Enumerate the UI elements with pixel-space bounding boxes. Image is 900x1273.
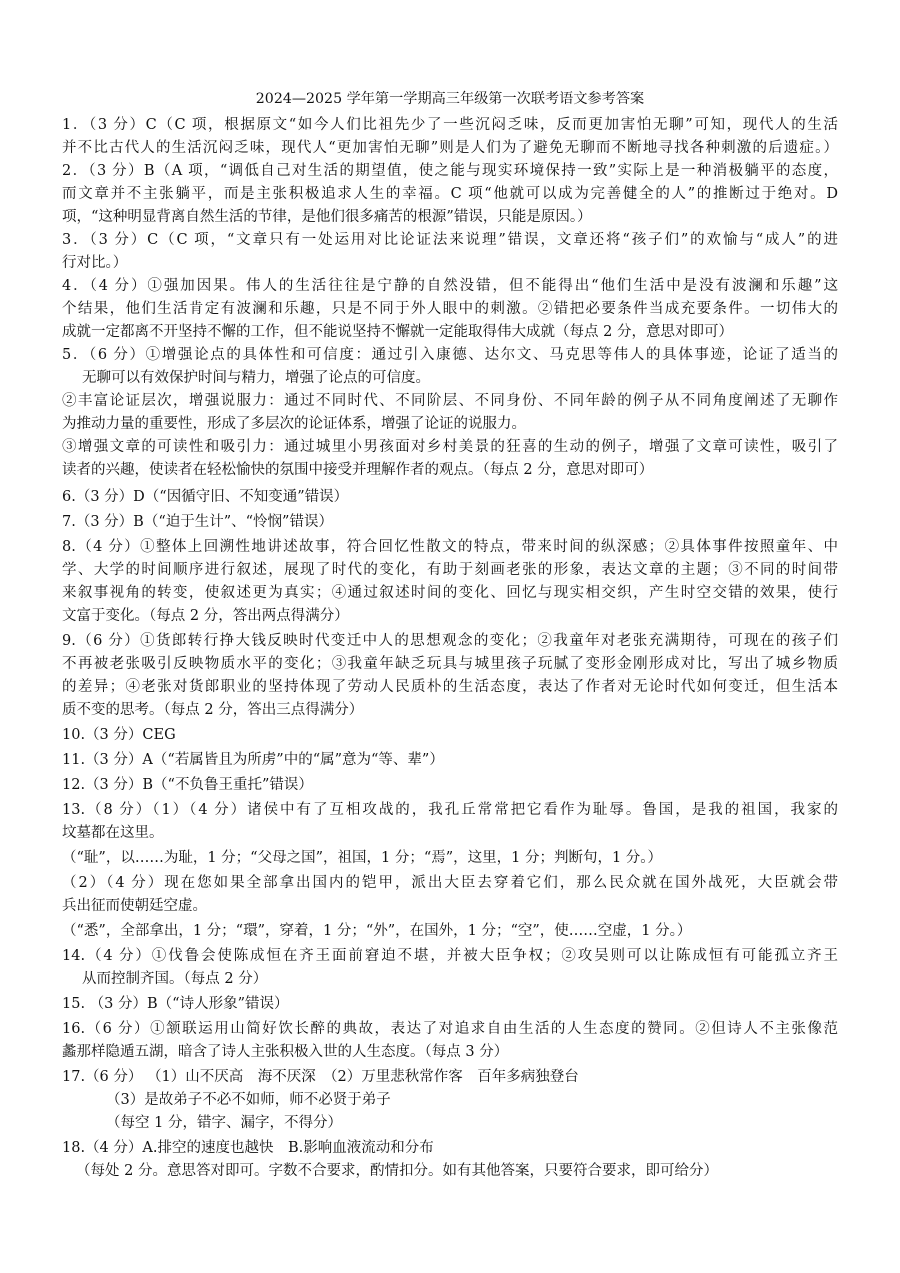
answer-17-scoring: （每空 1 分，错字、漏字，不得分） [106, 1115, 342, 1131]
answer-5-line-3: ②丰富论证层次，增强说服力：通过不同时代、不同阶层、不同身份、不同年龄的例子从不同角度阐述了无聊作 [62, 393, 838, 409]
answer-8-line-1: 8.（4 分）①整体上回溯性地讲述故事，符合回忆性散文的特点，带来时间的纵深感；②具体事件按照童年、中 [62, 539, 838, 555]
answer-2-line-2: 而文章并不主张躺平，而是主张积极追求人生的幸福。C 项“他就可以成为完善健全的人”的推断过于绝对。D [62, 186, 838, 202]
answer-13-scoring-2: （“悉”，全部拿出，1 分；“環”，穿着，1 分；“外”，在国外，1 分；“空”，使……空虚，1 分。） [62, 923, 692, 939]
answer-9-line-4: 质不变的思考。（每点 2 分，答出三点得满分） [62, 702, 364, 718]
answer-5-line-5: ③增强文章的可读性和吸引力：通过城里小男孩面对乡村美景的狂喜的生动的例子，增强了文章可读性，吸引了 [62, 439, 838, 455]
answer-7: 7.（3 分）B（“迫于生计”、“怜悯”错误） [62, 514, 333, 530]
answer-5-line-2: 无聊可以有效保护时间与精力，增强了论点的可信度。 [82, 370, 430, 386]
answer-3-line-1: 3．（3 分）C（C 项，“文章只有一处运用对比论证法来说理”错误，文章还将“孩子们”的欢愉与“成人”的进 [62, 232, 838, 248]
answer-5-line-6: 读者的兴趣，使读者在轻松愉快的氛围中接受并理解作者的观点。（每点 2 分，意思对即可） [62, 462, 654, 478]
answer-17-line-2: （3）是故弟子不必不如师，师不必贤于弟子 [106, 1092, 391, 1108]
answer-4-line-2: 个结果，他们生活肯定有波澜和乐趣，只是不同于外人眼中的刺激。②错把必要条件当成充要条件。一切伟大的 [62, 301, 838, 317]
answer-4-line-3: 成就一定都离不开坚持不懈的工作，但不能说坚持不懈就一定能取得伟大成就（每点 2 分，意思对即可） [62, 324, 733, 340]
answer-9-line-3: 的差异；④老张对货郎职业的坚持体现了劳动人民质朴的生活态度，表达了作者对无论时代如何变迁，但生活本 [62, 679, 838, 695]
answer-8-line-4: 文富于变化。（每点 2 分，答出两点得满分） [62, 608, 349, 624]
answer-1-line-2: 并不比古代人的生活沉闷乏味，现代人“更加害怕无聊”则是人们为了避免无聊而不断地寻找各种刺激的后遗症。） [62, 140, 838, 156]
answer-13-line-4: 兵出征而使朝廷空虚。 [62, 898, 207, 914]
answer-5-line-1: 5．（6 分）①增强论点的具体性和可信度：通过引入康德、达尔文、马克思等伟人的具体事迹，论证了适当的 [62, 347, 838, 363]
answer-6: 6.（3 分）D（“因循守旧、不知变通”错误） [62, 489, 349, 505]
answer-14-line-2: 从而控制齐国。（每点 2 分） [82, 971, 268, 987]
answer-13-line-2: 坟墓都在这里。 [62, 825, 164, 841]
answer-13-scoring-1: （“耻”，以……为耻，1 分；“父母之国”，祖国，1 分；“焉”，这里，1 分；判断句，1 分。） [62, 850, 663, 866]
answer-10: 10.（3 分）CEG [62, 727, 176, 743]
answer-18-line-1: 18.（4 分）A.排空的速度也越快 B.影响血液流动和分布 [62, 1140, 434, 1156]
answer-11: 11.（3 分）A（“若属皆且为所虏”中的“属”意为“等、辈”） [62, 752, 444, 768]
answer-3-line-2: 行对比。） [62, 255, 128, 271]
answer-1-line-1: 1．（3 分）C（C 项，根据原文“如今人们比祖先少了一些沉闷乏味，反而更加害怕无聊”可知，现代人的生活 [62, 117, 838, 133]
answer-16-line-1: 16.（6 分）①颔联运用山简好饮长醉的典故，表达了对追求自由生活的人生态度的赞同。②但诗人不主张像范 [62, 1021, 838, 1037]
answer-13-line-3: （2）（4 分）现在您如果全部拿出国内的铠甲，派出大臣去穿着它们，那么民众就在国外战死，大臣就会带 [62, 875, 838, 891]
answer-17-line-1: 17.（6 分） （1）山不厌高 海不厌深 （2）万里悲秋常作客 百年多病独登台 [62, 1069, 579, 1085]
answer-9-line-2: 不再被老张吸引反映物质水平的变化；③我童年缺乏玩具与城里孩子玩腻了变形金刚形成对比，写出了城乡物质 [62, 656, 838, 672]
document-title: 2024—2025 学年第一学期高三年级第一次联考语文参考答案 [255, 91, 645, 107]
answer-16-line-2: 蠡那样隐遁五湖，暗含了诗人主张积极入世的人生态度。（每点 3 分） [62, 1044, 509, 1060]
answer-2-line-1: 2．（3 分）B（A 项，“调低自己对生活的期望值，使之能与现实环境保持一致”实际上是一种消极躺平的态度， [62, 163, 838, 179]
answer-9-line-1: 9.（6 分）①货郎转行挣大钱反映时代变迁中人的思想观念的变化；②我童年对老张充满期待，可现在的孩子们 [62, 633, 838, 649]
answer-13-line-1: 13.（8 分）（1）（4 分）诸侯中有了互相攻战的，我孔丘常常把它看作为耻辱。鲁国，是我的祖国，我家的 [62, 802, 838, 818]
answer-8-line-2: 学、大学的时间顺序进行叙述，展现了时代的变化，有助于刻画老张的形象，表达文章的主题；③不同的时间带 [62, 562, 838, 578]
answer-4-line-1: 4．（4 分）①强加因果。伟人的生活往往是宁静的自然没错，但不能得出“他们生活中是没有波澜和乐趣”这 [62, 278, 838, 294]
answer-12: 12.（3 分）B（“不负鲁王重托”错误） [62, 777, 313, 793]
answer-5-line-4: 为推动力量的重要性，形成了多层次的论证体系，增强了论证的说服力。 [62, 416, 526, 432]
answer-14-line-1: 14.（4 分）①伐鲁会使陈成恒在齐王面前窘迫不堪，并被大臣争权；②攻吴则可以让陈成恒有可能孤立齐王 [62, 948, 838, 964]
answer-18-scoring: （每处 2 分。意思答对即可。字数不合要求，酌情扣分。如有其他答案，只要符合要求，即可给分） [76, 1163, 718, 1179]
answer-8-line-3: 来叙事视角的转变，使叙述更为真实；④通过叙述时间的变化、回忆与现实相交织，产生时空交错的效果，使行 [62, 585, 838, 601]
answer-2-line-3: 项，“这种明显背离自然生活的节律，是他们很多痛苦的根源”错误，只能是原因。） [62, 209, 592, 225]
answer-15: 15. （3 分）B（“诗人形象”错误） [62, 996, 289, 1012]
